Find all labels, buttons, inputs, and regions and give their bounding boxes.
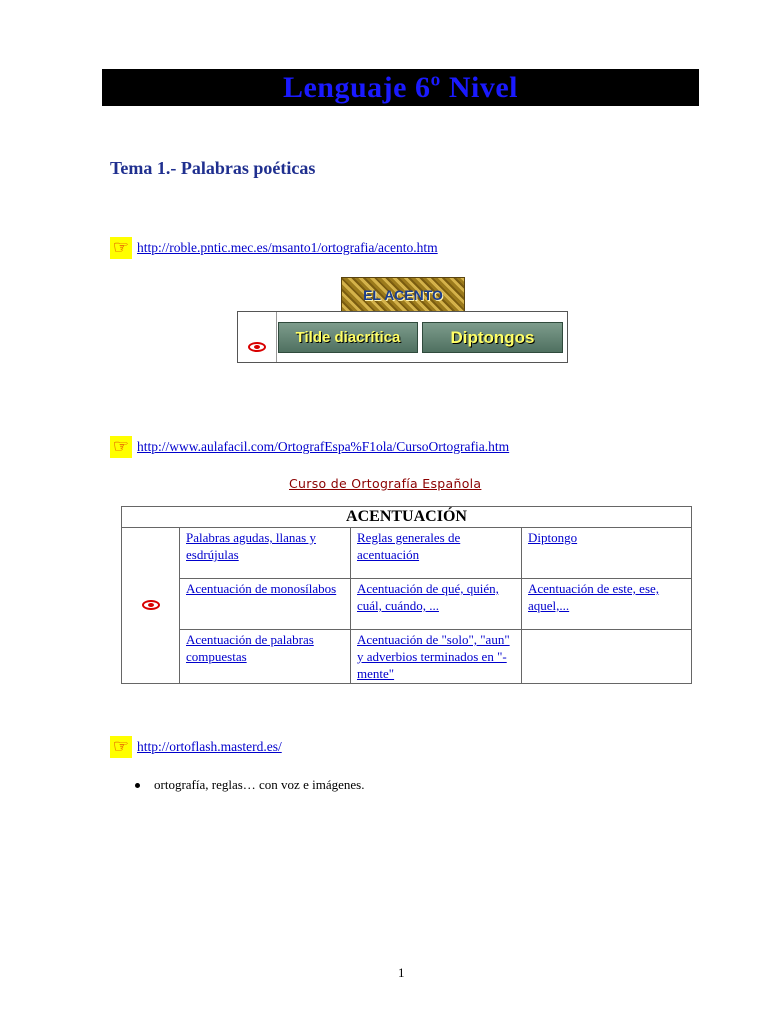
link-compuestas[interactable]: Acentuación de palabras compuestas: [186, 632, 314, 664]
diptongos-button[interactable]: [422, 322, 563, 353]
table-row: [122, 579, 692, 630]
bullet-dot: [135, 783, 140, 788]
link-solo-aun[interactable]: Acentuación de "solo", "aun" y adverbios terminados en "-mente": [357, 632, 510, 681]
el-acento-label: EL ACENTO: [363, 286, 443, 303]
table-row: [122, 528, 692, 579]
acento-menu-box: [237, 311, 568, 363]
diptongos-label: Diptongos: [450, 327, 535, 347]
acentuacion-table: [121, 506, 692, 684]
title-banner: [102, 69, 699, 106]
table-header: ACENTUACIÓN: [122, 507, 692, 528]
link-row-3: [110, 736, 282, 758]
el-acento-button[interactable]: [341, 277, 465, 312]
bullet-text: ortografía, reglas… con voz e imágenes.: [154, 777, 365, 792]
table-row: [122, 630, 692, 684]
table-cell: [180, 528, 351, 579]
link-row-1: [110, 237, 438, 259]
link-monosilabos[interactable]: Acentuación de monosílabos: [186, 581, 337, 596]
table-cell: [522, 579, 692, 630]
table-cell: [351, 579, 522, 630]
section-heading: Tema 1.- Palabras poéticas: [110, 158, 316, 178]
link-acento[interactable]: http://roble.pntic.mec.es/msanto1/ortografia/acento.htm: [137, 240, 438, 255]
pointing-hand-icon: ☞: [110, 736, 132, 758]
link-diptongo[interactable]: Diptongo: [528, 530, 578, 545]
page-number: 1: [398, 965, 405, 980]
table-cell: [522, 528, 692, 579]
eye-cell: [238, 312, 277, 362]
table-cell: [180, 630, 351, 684]
link-ortoflash[interactable]: http://ortoflash.masterd.es/: [137, 739, 282, 754]
link-reglas-generales[interactable]: Reglas generales de acentuación: [357, 530, 461, 562]
link-aulafacil[interactable]: http://www.aulafacil.com/OrtografEspa%F1ola/CursoOrtografia.htm: [137, 439, 510, 454]
page-title: Lenguaje 6º Nivel: [282, 70, 519, 104]
table-cell: [522, 630, 692, 684]
table-cell: [180, 579, 351, 630]
eye-icon: [248, 342, 266, 352]
table-cell: [351, 630, 522, 684]
tilde-diacritica-label: Tilde diacrítica: [295, 329, 401, 346]
curso-title[interactable]: Curso de Ortografía Española: [289, 476, 482, 491]
table-cell: [351, 528, 522, 579]
bullet-item: [135, 777, 364, 793]
pointing-hand-icon: ☞: [110, 436, 132, 458]
eye-cell: [122, 528, 180, 684]
tilde-diacritica-button[interactable]: [278, 322, 418, 353]
link-row-2: [110, 436, 509, 458]
link-este-ese[interactable]: Acentuación de este, ese, aquel,...: [528, 581, 660, 613]
link-palabras-agudas[interactable]: Palabras agudas, llanas y esdrújulas: [186, 530, 316, 562]
eye-icon: [142, 600, 160, 610]
link-que-quien[interactable]: Acentuación de qué, quién, cuál, cuándo, ...: [357, 581, 499, 613]
pointing-hand-icon: ☞: [110, 237, 132, 259]
